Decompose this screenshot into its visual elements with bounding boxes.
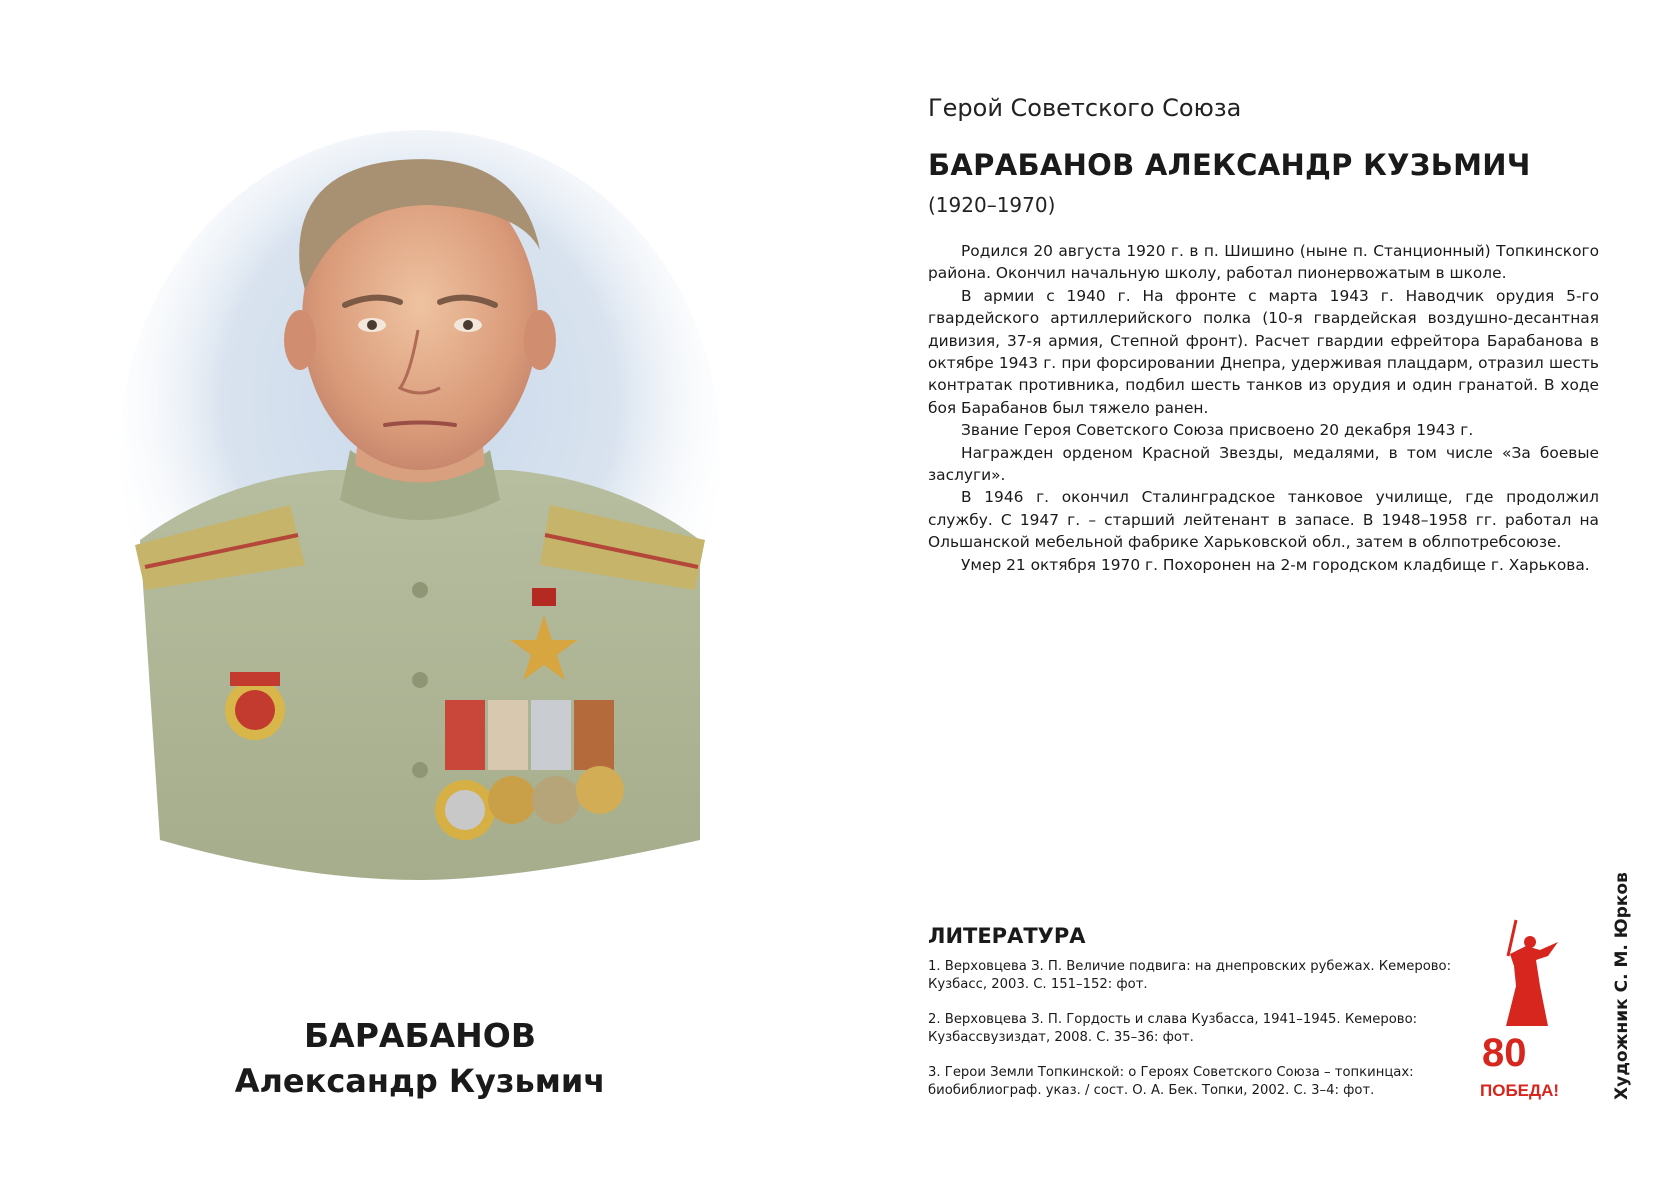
- victory-80-logo: [1478, 916, 1574, 1104]
- bio-paragraph: Звание Героя Советского Союза присвоено 20 декабря 1943 г.: [961, 421, 1474, 440]
- hero-name: БАРАБАНОВ АЛЕКСАНДР КУЗЬМИЧ: [928, 148, 1531, 182]
- right-page: [860, 0, 1680, 1188]
- motherland-statue-icon: [1506, 920, 1558, 1026]
- portrait-illustration: [100, 120, 740, 920]
- bio-paragraph: Умер 21 октября 1970 г. Похоронен на 2-м городском кладбище г. Харькова.: [961, 555, 1590, 574]
- bio-paragraph: Награжден орденом Красной Звезды, медалями, в том числе «За боевые заслуги».: [928, 443, 1599, 485]
- life-years: (1920–1970): [928, 193, 1056, 217]
- bio-paragraph: В армии с 1940 г. На фронте с марта 1943 г. Наводчик орудия 5-го гвардейского артиллерийского полка (10-я гвардейская воздушно-десантная дивизия, 37-я армия, Степной фронт). Расчет гвардии ефрейтора Барабанова в октябре 1943 г. при форсировании Днепра, удерживая плацдарм, отразил шесть контратак противника, подбил шесть танков из орудия и один гранатой. В ходе боя Барабанов был тяжело ранен.: [928, 286, 1599, 417]
- portrait-caption-surname: БАРАБАНОВ: [304, 1016, 536, 1055]
- literature-heading: ЛИТЕРАТУРА: [928, 924, 1086, 948]
- literature-item: 3. Герои Земли Топкинской: о Героях Советского Союза – топкинцах: биобиблиограф. указ. / сост. О. А. Бек. Топки, 2002. С. 3–4: фот.: [928, 1065, 1414, 1098]
- literature-list: [928, 958, 1488, 1117]
- portrait-caption-names: Александр Кузьмич: [234, 1062, 606, 1100]
- logo-number: 80: [1482, 1031, 1527, 1075]
- literature-item: 1. Верховцева З. П. Величие подвига: на днепровских рубежах. Кемерово: Кузбасс, 2003. С. 151–152: фот.: [928, 959, 1452, 992]
- literature-item: 2. Верховцева З. П. Гордость и слава Кузбасса, 1941–1945. Кемерово: Кузбассвузиздат, 2008. С. 35–36: фот.: [928, 1012, 1418, 1045]
- bio-paragraph: Родился 20 августа 1920 г. в п. Шишино (ныне п. Станционный) Топкинского района. Окончил начальную школу, работал пионервожатым в школе.: [928, 242, 1599, 283]
- bio-paragraph: В 1946 г. окончил Сталинградское танковое училище, где продолжил службу. С 1947 г. – старший лейтенант в запасе. В 1948–1958 гг. работал на Ольшанской мебельной фабрике Харьковской обл., затем в облпотребсоюзе.: [928, 488, 1599, 552]
- guards-badge: [225, 672, 285, 740]
- artist-credit: Художник С. М. Юрков: [1612, 872, 1632, 1100]
- title-eyebrow: Герой Советского Союза: [928, 94, 1242, 122]
- logo-word: ПОБЕДА!: [1480, 1081, 1560, 1100]
- biography: [928, 240, 1599, 576]
